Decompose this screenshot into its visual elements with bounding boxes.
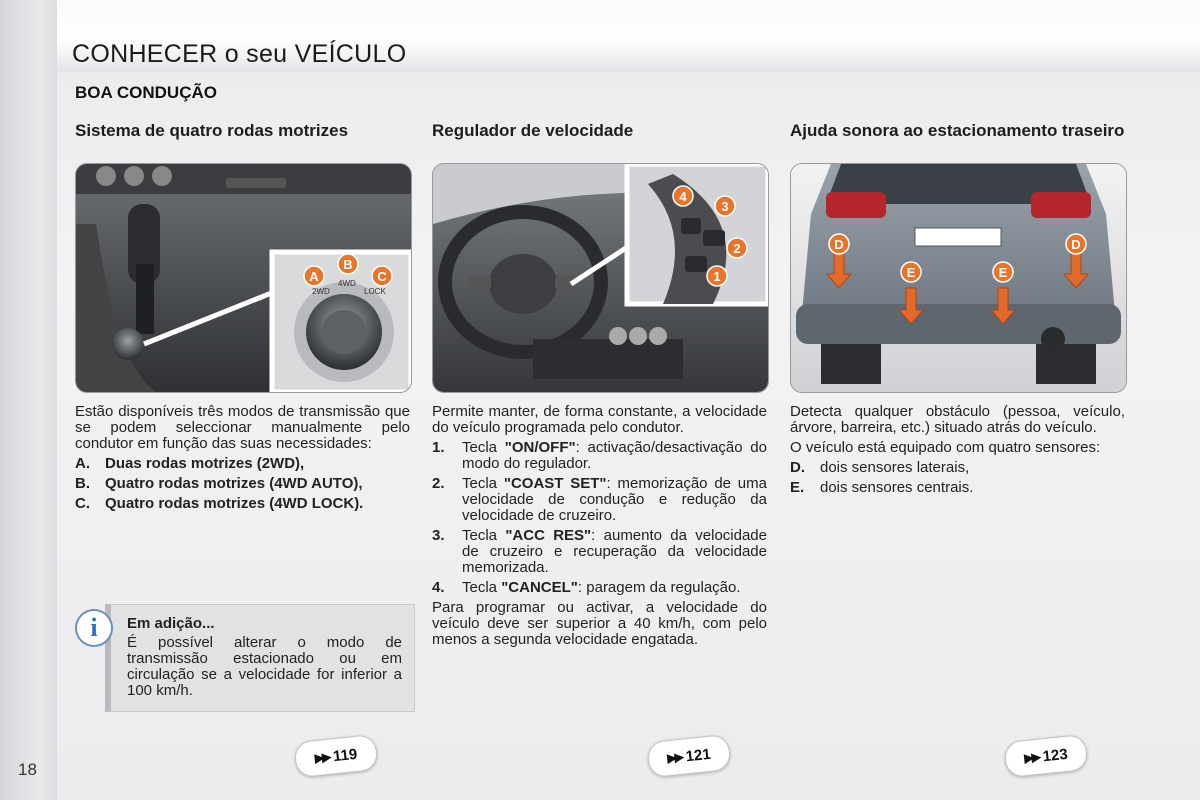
item-key-name: "ACC RES": [505, 527, 592, 544]
item-text: dois sensores centrais.: [820, 479, 974, 496]
column-text: [75, 404, 410, 512]
dial-label-lock: LOCK: [364, 287, 386, 296]
item-desc: : aumento da velocidade de cruzeiro e recuperação da velocidade memorizada.: [462, 527, 767, 576]
item-key: 3.: [432, 527, 445, 544]
label-d-right: D: [1071, 237, 1081, 252]
dial-label-4wd: 4WD: [338, 279, 356, 288]
label-d-left: D: [834, 237, 844, 252]
page-number: 18: [18, 760, 37, 779]
item-key: 1.: [432, 439, 445, 456]
column-title: Sistema de quatro rodas motrizes: [75, 121, 349, 140]
parking-aid-illustration: [790, 163, 1127, 393]
column-text: [790, 404, 1125, 496]
list-item: [432, 580, 767, 596]
item-key: D.: [790, 459, 805, 476]
label-1: 1: [713, 269, 721, 284]
label-e-left: E: [906, 265, 916, 280]
item-key-name: "CANCEL": [501, 579, 578, 596]
list-item: [432, 528, 767, 576]
column-title: Ajuda sonora ao estacionamento traseiro: [790, 121, 1125, 140]
ref-number: 121: [684, 745, 712, 765]
label-e-right: E: [998, 265, 1008, 280]
four-wheel-drive-illustration: [75, 163, 412, 393]
forward-icon: ▶▶: [666, 749, 683, 766]
item-prefix: Tecla: [462, 527, 506, 544]
sensor-list: [790, 460, 1125, 496]
intro-paragraph: Estão disponíveis três modos de transmissão que se podem seleccionar manualmente pelo condutor em função das suas necessidades:: [75, 403, 410, 452]
column-title: Regulador de velocidade: [432, 121, 634, 140]
label-b: B: [343, 257, 353, 272]
label-3: 3: [721, 199, 729, 214]
list-item: [432, 440, 767, 472]
ref-number: 123: [1041, 745, 1069, 765]
list-item: [790, 460, 1125, 476]
list-item: [432, 476, 767, 524]
label-4: 4: [679, 189, 687, 204]
list-item: [75, 496, 410, 512]
info-box: [90, 604, 415, 712]
item-text: [462, 528, 767, 576]
dial-label-2wd: 2WD: [312, 287, 330, 296]
intro-paragraph: Permite manter, de forma constante, a velocidade do veículo programada pelo condutor.: [432, 403, 767, 436]
info-title: Em adição...: [127, 615, 215, 632]
mode-list: [75, 456, 410, 512]
item-text: Quatro rodas motrizes (4WD LOCK).: [105, 495, 364, 512]
list-item: [790, 480, 1125, 496]
column-parking-aid: [790, 121, 1125, 500]
item-prefix: Tecla: [462, 579, 502, 596]
cruise-control-illustration: [432, 163, 769, 393]
key-list: [432, 440, 767, 596]
list-item: [75, 456, 410, 472]
item-key: 4.: [432, 579, 445, 596]
ref-number: 119: [332, 745, 359, 765]
item-text: [462, 580, 767, 596]
item-key: A.: [75, 455, 90, 472]
item-key: C.: [75, 495, 90, 512]
item-desc: : memorização de uma velocidade de condução e redução da velocidade de cruzeiro.: [462, 475, 767, 524]
item-desc: : activação/desactivação do modo do regulador.: [462, 439, 767, 472]
section-title: BOA CONDUÇÃO: [75, 83, 217, 102]
label-2: 2: [733, 241, 741, 256]
page-ref-119[interactable]: [293, 734, 378, 778]
item-prefix: Tecla: [462, 439, 505, 456]
item-key-name: "COAST SET": [503, 475, 607, 492]
label-a: A: [309, 269, 319, 284]
page-ref-121[interactable]: [646, 734, 731, 778]
item-text: Quatro rodas motrizes (4WD AUTO),: [105, 475, 363, 492]
page-spine: [0, 0, 57, 800]
item-text: [462, 476, 767, 524]
outro-paragraph: Para programar ou activar, a velocidade do veículo deve ser superior a 40 km/h, com pelo menos a segunda velocidade engatada.: [432, 599, 767, 648]
list-item: [75, 476, 410, 492]
item-text: dois sensores laterais,: [820, 459, 970, 476]
page-ref-123[interactable]: [1003, 734, 1088, 778]
item-key-name: "ON/OFF": [504, 439, 576, 456]
column-cruise-control: [432, 121, 767, 652]
info-body: É possível alterar o modo de transmissão estacionado ou em circulação se a velocidade for inferior a 100 km/h.: [127, 634, 402, 699]
item-key: 2.: [432, 475, 445, 492]
label-c: C: [377, 269, 387, 284]
item-text: Duas rodas motrizes (2WD),: [105, 455, 305, 472]
forward-icon: ▶▶: [314, 749, 330, 766]
column-text: [432, 404, 767, 648]
info-icon: i: [75, 609, 113, 647]
item-text: [462, 440, 767, 472]
column-four-wheel-drive: [75, 121, 410, 516]
intro2-paragraph: O veículo está equipado com quatro sensores:: [790, 439, 1101, 456]
forward-icon: ▶▶: [1023, 749, 1040, 766]
item-key: E.: [790, 479, 805, 496]
item-desc: : paragem da regulação.: [577, 579, 741, 596]
item-prefix: Tecla: [462, 475, 504, 492]
item-key: B.: [75, 475, 90, 492]
intro-paragraph: Detecta qualquer obstáculo (pessoa, veículo, árvore, barreira, etc.) situado atrás do veículo.: [790, 403, 1125, 436]
chapter-title: CONHECER o seu VEÍCULO: [72, 40, 407, 68]
